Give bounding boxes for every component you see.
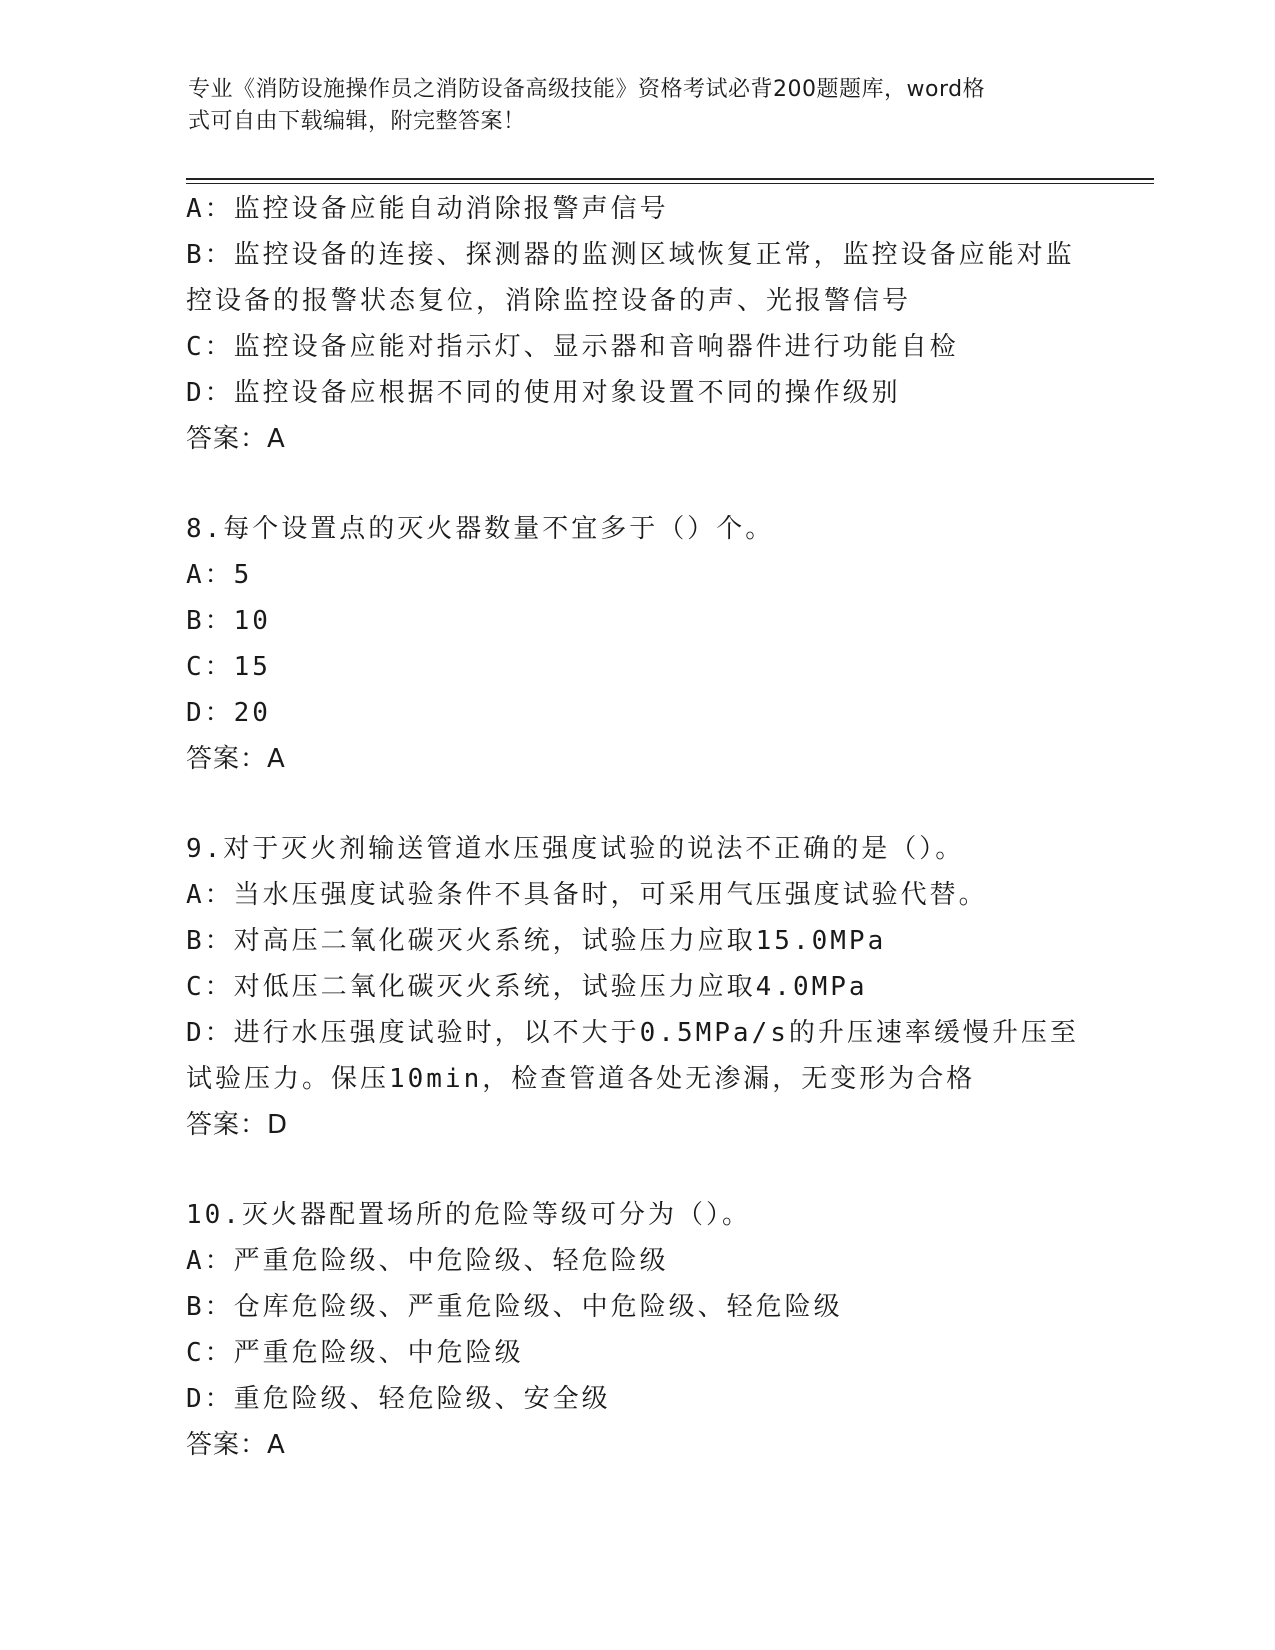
option-b: B：仓库危险级、严重危险级、中危险级、轻危险级 xyxy=(186,1292,843,1322)
header-line-2: 式可自由下载编辑，附完整答案！ xyxy=(188,109,526,134)
header-rule-thin xyxy=(186,183,1154,184)
answer: 答案：A xyxy=(186,744,286,774)
option-a: A：严重危险级、中危险级、轻危险级 xyxy=(186,1246,669,1276)
question-9-block xyxy=(186,826,1086,1148)
option-b-continued: 控设备的报警状态复位，消除监控设备的声、光报警信号 xyxy=(186,286,912,316)
option-a: A：5 xyxy=(186,560,253,590)
option-d: D：进行水压强度试验时，以不大于0.5MPa/s的升压速率缓慢升压至 xyxy=(186,1018,1079,1048)
question-10-block xyxy=(186,1192,1086,1468)
option-d: D：重危险级、轻危险级、安全级 xyxy=(186,1384,611,1414)
option-a: A：当水压强度试验条件不具备时，可采用气压强度试验代替。 xyxy=(186,880,988,910)
option-c: C：15 xyxy=(186,652,271,682)
question-text: 9.对于灭火剂输送管道水压强度试验的说法不正确的是（）。 xyxy=(186,834,965,864)
option-b: B：10 xyxy=(186,606,271,636)
question-text: 8.每个设置点的灭火器数量不宜多于（）个。 xyxy=(186,514,775,544)
document-header xyxy=(188,74,1068,138)
answer: 答案：D xyxy=(186,1110,289,1140)
question-list xyxy=(186,186,1086,1468)
question-text: 10.灭火器配置场所的危险等级可分为（）。 xyxy=(186,1200,751,1230)
question-7-block xyxy=(186,186,1086,462)
option-c: C：监控设备应能对指示灯、显示器和音响器件进行功能自检 xyxy=(186,332,959,362)
option-d: D：20 xyxy=(186,698,271,728)
option-d: D：监控设备应根据不同的使用对象设置不同的操作级别 xyxy=(186,378,901,408)
option-b: B：对高压二氧化碳灭火系统，试验压力应取15.0MPa xyxy=(186,926,887,956)
option-d-continued: 试验压力。保压10min，检查管道各处无渗漏，无变形为合格 xyxy=(186,1064,976,1094)
option-a: A：监控设备应能自动消除报警声信号 xyxy=(186,194,669,224)
answer: 答案：A xyxy=(186,424,286,454)
question-8-block xyxy=(186,506,1086,782)
header-line-1: 专业《消防设施操作员之消防设备高级技能》资格考试必背200题题库，word格 xyxy=(188,77,986,102)
header-rule-thick xyxy=(186,178,1154,180)
option-b: B：监控设备的连接、探测器的监测区域恢复正常，监控设备应能对监 xyxy=(186,240,1075,270)
option-c: C：严重危险级、中危险级 xyxy=(186,1338,524,1368)
answer: 答案：A xyxy=(186,1430,286,1460)
option-c: C：对低压二氧化碳灭火系统，试验压力应取4.0MPa xyxy=(186,972,868,1002)
